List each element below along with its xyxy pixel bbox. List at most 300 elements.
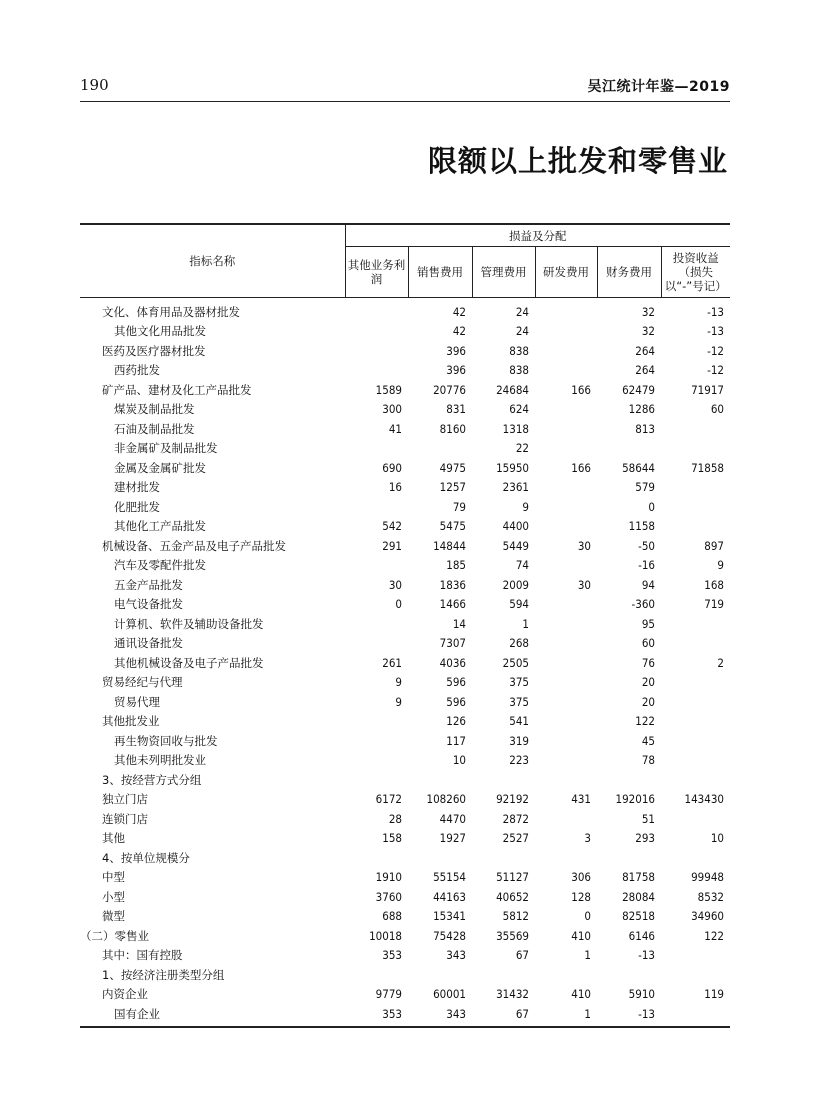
cell-value: 185 xyxy=(446,558,466,573)
cell-value xyxy=(661,517,730,537)
table-row xyxy=(80,809,730,829)
cell-value xyxy=(345,848,408,868)
table-row xyxy=(80,497,730,517)
cell-value xyxy=(535,770,597,790)
cell-value: 291 xyxy=(382,538,402,553)
cell-value: 24 xyxy=(515,304,529,319)
row-label: 金属及金属矿批发 xyxy=(114,460,206,475)
cell-value: 3760 xyxy=(375,889,402,904)
cell-value: 3 xyxy=(584,831,591,846)
table-row xyxy=(80,458,730,478)
cell-value xyxy=(661,712,730,732)
cell-value: 67 xyxy=(515,1006,529,1021)
table-row xyxy=(80,478,730,498)
table-row xyxy=(80,731,730,751)
cell-value: 1 xyxy=(522,616,529,631)
cell-value: 4400 xyxy=(502,519,529,534)
cell-value: -12 xyxy=(707,363,724,378)
cell-value xyxy=(535,497,597,517)
cell-value: 2361 xyxy=(502,480,529,495)
cell-value: 1286 xyxy=(628,402,655,417)
cell-value: 1836 xyxy=(439,577,466,592)
cell-value xyxy=(661,478,730,498)
cell-value: 1466 xyxy=(439,597,466,612)
cell-value: 579 xyxy=(635,480,655,495)
cell-value: 1158 xyxy=(628,519,655,534)
cell-value: 99948 xyxy=(691,870,724,885)
cell-value xyxy=(535,653,597,673)
table-row xyxy=(80,946,730,966)
cell-value: 9 xyxy=(395,694,402,709)
table-row xyxy=(80,556,730,576)
cell-value: 2009 xyxy=(502,577,529,592)
table-row xyxy=(80,848,730,868)
cell-value: 10 xyxy=(452,753,466,768)
cell-value: 542 xyxy=(382,519,402,534)
cell-value: 9779 xyxy=(375,987,402,1002)
table-row xyxy=(80,965,730,985)
cell-value: 60001 xyxy=(433,987,466,1002)
row-label: 3、按经营方式分组 xyxy=(102,772,202,787)
cell-value xyxy=(345,634,408,654)
cell-value: 28084 xyxy=(622,889,655,904)
group-header: 损益及分配 xyxy=(345,224,730,247)
cell-value xyxy=(408,770,472,790)
cell-value: 108260 xyxy=(426,792,466,807)
cell-value: 24684 xyxy=(496,382,529,397)
cell-value xyxy=(535,692,597,712)
row-label: 计算机、软件及辅助设备批发 xyxy=(114,616,264,631)
cell-value: 300 xyxy=(382,402,402,417)
column-header: 财务费用 xyxy=(597,247,661,298)
cell-value: 343 xyxy=(446,1006,466,1021)
cell-value: 30 xyxy=(388,577,402,592)
cell-value: 92192 xyxy=(496,792,529,807)
cell-value: 10018 xyxy=(369,928,402,943)
cell-value: 166 xyxy=(571,460,591,475)
row-label: 微型 xyxy=(102,909,125,924)
cell-value xyxy=(661,614,730,634)
cell-value xyxy=(345,556,408,576)
cell-value xyxy=(345,341,408,361)
cell-value xyxy=(597,848,661,868)
row-label: 中型 xyxy=(102,870,125,885)
cell-value xyxy=(535,614,597,634)
table-row xyxy=(80,868,730,888)
cell-value: 1318 xyxy=(502,421,529,436)
cell-value: 8160 xyxy=(439,421,466,436)
table-row xyxy=(80,926,730,946)
cell-value: 42 xyxy=(452,304,466,319)
table-row xyxy=(80,829,730,849)
cell-value xyxy=(535,848,597,868)
cell-value: 35569 xyxy=(496,928,529,943)
cell-value xyxy=(472,848,535,868)
cell-value: 143430 xyxy=(684,792,724,807)
cell-value: 78 xyxy=(641,753,655,768)
cell-value xyxy=(535,322,597,342)
cell-value xyxy=(408,965,472,985)
cell-value xyxy=(661,731,730,751)
cell-value: -12 xyxy=(707,343,724,358)
row-label: 机械设备、五金产品及电子产品批发 xyxy=(102,538,286,553)
cell-value xyxy=(535,341,597,361)
statistics-table xyxy=(80,223,730,1024)
cell-value: 1 xyxy=(584,948,591,963)
cell-value: 126 xyxy=(446,714,466,729)
cell-value: 158 xyxy=(382,831,402,846)
cell-value: 1589 xyxy=(375,382,402,397)
cell-value xyxy=(345,497,408,517)
cell-value: 31432 xyxy=(496,987,529,1002)
cell-value: 1927 xyxy=(439,831,466,846)
cell-value: 831 xyxy=(446,402,466,417)
table-row xyxy=(80,298,730,322)
cell-value: 0 xyxy=(648,499,655,514)
cell-value: 166 xyxy=(571,382,591,397)
table-row xyxy=(80,419,730,439)
cell-value xyxy=(661,692,730,712)
cell-value xyxy=(535,965,597,985)
row-label: 其他文化用品批发 xyxy=(114,324,206,339)
cell-value xyxy=(345,712,408,732)
cell-value: 596 xyxy=(446,694,466,709)
cell-value: 410 xyxy=(571,928,591,943)
row-label: 文化、体育用品及器材批发 xyxy=(102,304,240,319)
row-label: 其他 xyxy=(102,831,125,846)
column-header: 其他业务利润 xyxy=(345,247,408,298)
cell-value: 41 xyxy=(388,421,402,436)
cell-value: 223 xyxy=(509,753,529,768)
cell-value xyxy=(472,965,535,985)
cell-value: 343 xyxy=(446,948,466,963)
row-label: 其他批发业 xyxy=(102,714,160,729)
cell-value: 2527 xyxy=(502,831,529,846)
cell-value: 58644 xyxy=(622,460,655,475)
cell-value: 51127 xyxy=(496,870,529,885)
table-row xyxy=(80,770,730,790)
cell-value: 4975 xyxy=(439,460,466,475)
cell-value: 20 xyxy=(641,694,655,709)
cell-value: 71917 xyxy=(691,382,724,397)
table-row xyxy=(80,712,730,732)
cell-value xyxy=(408,439,472,459)
cell-value: -50 xyxy=(638,538,655,553)
cell-value: 838 xyxy=(509,343,529,358)
cell-value: 7307 xyxy=(439,636,466,651)
table-row xyxy=(80,517,730,537)
row-label: 其中：国有控股 xyxy=(102,948,183,963)
cell-value xyxy=(345,298,408,322)
table-body xyxy=(80,298,730,1024)
table-row xyxy=(80,673,730,693)
cell-value: 4036 xyxy=(439,655,466,670)
cell-value xyxy=(345,965,408,985)
cell-value: 71858 xyxy=(691,460,724,475)
cell-value xyxy=(535,595,597,615)
cell-value: 6172 xyxy=(375,792,402,807)
table-row xyxy=(80,361,730,381)
cell-value xyxy=(345,614,408,634)
row-label: 汽车及零配件批发 xyxy=(114,558,206,573)
cell-value xyxy=(345,322,408,342)
row-label: 再生物资回收与批发 xyxy=(114,733,218,748)
cell-value: 30 xyxy=(577,538,591,553)
book-title: 吴江统计年鉴—2019 xyxy=(587,79,730,95)
cell-value xyxy=(535,478,597,498)
table-row xyxy=(80,887,730,907)
table-row xyxy=(80,439,730,459)
row-label: 国有企业 xyxy=(114,1006,160,1021)
row-label: 非金属矿及制品批发 xyxy=(114,441,218,456)
cell-value: 261 xyxy=(382,655,402,670)
cell-value: 306 xyxy=(571,870,591,885)
table-row xyxy=(80,1004,730,1024)
cell-value: 5449 xyxy=(502,538,529,553)
cell-value xyxy=(408,848,472,868)
table-bottom-rule xyxy=(80,1026,730,1028)
row-label: 五金产品批发 xyxy=(114,577,183,592)
table-row xyxy=(80,536,730,556)
cell-value: 128 xyxy=(571,889,591,904)
cell-value: 431 xyxy=(571,792,591,807)
cell-value: -13 xyxy=(638,1006,655,1021)
cell-value xyxy=(535,673,597,693)
cell-value xyxy=(661,751,730,771)
row-label: （二）零售业 xyxy=(80,928,149,943)
cell-value xyxy=(535,419,597,439)
cell-value: 67 xyxy=(515,948,529,963)
cell-value xyxy=(345,439,408,459)
indicator-name-header: 指标名称 xyxy=(80,224,345,298)
cell-value: -360 xyxy=(631,597,655,612)
cell-value: 81758 xyxy=(622,870,655,885)
row-label: 其他化工产品批发 xyxy=(114,519,206,534)
row-label: 其他机械设备及电子产品批发 xyxy=(114,655,264,670)
table-row xyxy=(80,907,730,927)
row-label: 建材批发 xyxy=(114,480,160,495)
column-header: 研发费用 xyxy=(535,247,597,298)
cell-value: 79 xyxy=(452,499,466,514)
cell-value xyxy=(535,439,597,459)
cell-value: 319 xyxy=(509,733,529,748)
cell-value: 264 xyxy=(635,343,655,358)
cell-value xyxy=(661,809,730,829)
row-label: 贸易经纪与代理 xyxy=(102,675,183,690)
column-header: 管理费用 xyxy=(472,247,535,298)
cell-value: 62479 xyxy=(622,382,655,397)
cell-value: 353 xyxy=(382,1006,402,1021)
cell-value: 122 xyxy=(704,928,724,943)
cell-value xyxy=(661,634,730,654)
row-label: 西药批发 xyxy=(114,363,160,378)
cell-value: 16 xyxy=(388,480,402,495)
table-row xyxy=(80,341,730,361)
cell-value xyxy=(661,673,730,693)
cell-value xyxy=(661,770,730,790)
cell-value: 42 xyxy=(452,324,466,339)
cell-value: 24 xyxy=(515,324,529,339)
cell-value: 10 xyxy=(710,831,724,846)
table-row xyxy=(80,653,730,673)
row-label: 化肥批发 xyxy=(114,499,160,514)
cell-value: 9 xyxy=(522,499,529,514)
cell-value xyxy=(535,809,597,829)
cell-value: 192016 xyxy=(615,792,655,807)
row-label: 煤炭及制品批发 xyxy=(114,402,195,417)
cell-value: 117 xyxy=(446,733,466,748)
cell-value: 34960 xyxy=(691,909,724,924)
cell-value: 20776 xyxy=(433,382,466,397)
cell-value: 594 xyxy=(509,597,529,612)
cell-value: 8532 xyxy=(697,889,724,904)
cell-value: 1 xyxy=(584,1006,591,1021)
cell-value xyxy=(597,965,661,985)
cell-value: 5475 xyxy=(439,519,466,534)
cell-value: 55154 xyxy=(433,870,466,885)
table-row xyxy=(80,692,730,712)
cell-value xyxy=(535,517,597,537)
cell-value: 15950 xyxy=(496,460,529,475)
cell-value: 75428 xyxy=(433,928,466,943)
cell-value: 40652 xyxy=(496,889,529,904)
row-label: 连锁门店 xyxy=(102,811,148,826)
cell-value: 94 xyxy=(641,577,655,592)
cell-value xyxy=(661,497,730,517)
cell-value: 688 xyxy=(382,909,402,924)
table-row xyxy=(80,380,730,400)
cell-value: 897 xyxy=(704,538,724,553)
cell-value: 264 xyxy=(635,363,655,378)
cell-value: 30 xyxy=(577,577,591,592)
row-label: 1、按经济注册类型分组 xyxy=(102,967,225,982)
cell-value: 268 xyxy=(509,636,529,651)
cell-value: 838 xyxy=(509,363,529,378)
cell-value: 20 xyxy=(641,675,655,690)
cell-value xyxy=(661,419,730,439)
cell-value xyxy=(535,731,597,751)
cell-value xyxy=(535,361,597,381)
cell-value: -13 xyxy=(638,948,655,963)
cell-value: -13 xyxy=(707,324,724,339)
cell-value: 5812 xyxy=(502,909,529,924)
running-header xyxy=(80,76,730,100)
table-row xyxy=(80,634,730,654)
cell-value: 2 xyxy=(717,655,724,670)
row-label: 4、按单位规模分 xyxy=(102,850,190,865)
cell-value: 76 xyxy=(641,655,655,670)
row-label: 其他未列明批发业 xyxy=(114,753,206,768)
cell-value: 0 xyxy=(584,909,591,924)
row-label: 内资企业 xyxy=(102,987,148,1002)
cell-value: 9 xyxy=(717,558,724,573)
cell-value: 95 xyxy=(641,616,655,631)
cell-value: 1257 xyxy=(439,480,466,495)
table-row xyxy=(80,790,730,810)
cell-value: 624 xyxy=(509,402,529,417)
cell-value: 15341 xyxy=(433,909,466,924)
cell-value: 353 xyxy=(382,948,402,963)
cell-value: 410 xyxy=(571,987,591,1002)
cell-value: 293 xyxy=(635,831,655,846)
cell-value: 51 xyxy=(641,811,655,826)
cell-value: 690 xyxy=(382,460,402,475)
cell-value: 541 xyxy=(509,714,529,729)
cell-value xyxy=(345,361,408,381)
cell-value: 1910 xyxy=(375,870,402,885)
table-row xyxy=(80,595,730,615)
cell-value xyxy=(535,400,597,420)
cell-value: 74 xyxy=(515,558,529,573)
cell-value: 9 xyxy=(395,675,402,690)
cell-value: 5910 xyxy=(628,987,655,1002)
table-row xyxy=(80,985,730,1005)
cell-value: 6146 xyxy=(628,928,655,943)
row-label: 通讯设备批发 xyxy=(114,636,183,651)
cell-value xyxy=(535,751,597,771)
page-number: 190 xyxy=(80,76,109,94)
table-row xyxy=(80,751,730,771)
row-label: 医药及医疗器材批发 xyxy=(102,343,206,358)
cell-value: 82518 xyxy=(622,909,655,924)
cell-value: -16 xyxy=(638,558,655,573)
cell-value: 719 xyxy=(704,597,724,612)
table-row xyxy=(80,575,730,595)
cell-value xyxy=(535,712,597,732)
cell-value: 375 xyxy=(509,675,529,690)
cell-value xyxy=(472,770,535,790)
header-rule xyxy=(80,101,730,102)
table-row xyxy=(80,614,730,634)
cell-value: 60 xyxy=(710,402,724,417)
table-row xyxy=(80,322,730,342)
cell-value xyxy=(661,848,730,868)
cell-value: 813 xyxy=(635,421,655,436)
row-label: 独立门店 xyxy=(102,792,148,807)
cell-value xyxy=(597,770,661,790)
cell-value: 2505 xyxy=(502,655,529,670)
table-row xyxy=(80,400,730,420)
cell-value xyxy=(535,298,597,322)
cell-value: 4470 xyxy=(439,811,466,826)
cell-value xyxy=(535,556,597,576)
cell-value: 119 xyxy=(704,987,724,1002)
cell-value: 14 xyxy=(452,616,466,631)
cell-value: 14844 xyxy=(433,538,466,553)
cell-value xyxy=(345,770,408,790)
cell-value: 596 xyxy=(446,675,466,690)
cell-value: 32 xyxy=(641,324,655,339)
cell-value xyxy=(597,439,661,459)
cell-value: 22 xyxy=(515,441,529,456)
row-label: 电气设备批发 xyxy=(114,597,183,612)
cell-value: 122 xyxy=(635,714,655,729)
cell-value: 396 xyxy=(446,363,466,378)
cell-value: 60 xyxy=(641,636,655,651)
cell-value xyxy=(661,1004,730,1024)
column-header: 投资收益（损失以“-”号记） xyxy=(661,247,730,298)
row-label: 小型 xyxy=(102,889,125,904)
cell-value: 396 xyxy=(446,343,466,358)
row-label: 贸易代理 xyxy=(114,694,160,709)
cell-value: 2872 xyxy=(502,811,529,826)
cell-value: 45 xyxy=(641,733,655,748)
cell-value xyxy=(345,751,408,771)
cell-value xyxy=(535,634,597,654)
cell-value xyxy=(345,731,408,751)
cell-value xyxy=(661,965,730,985)
cell-value: -13 xyxy=(707,304,724,319)
